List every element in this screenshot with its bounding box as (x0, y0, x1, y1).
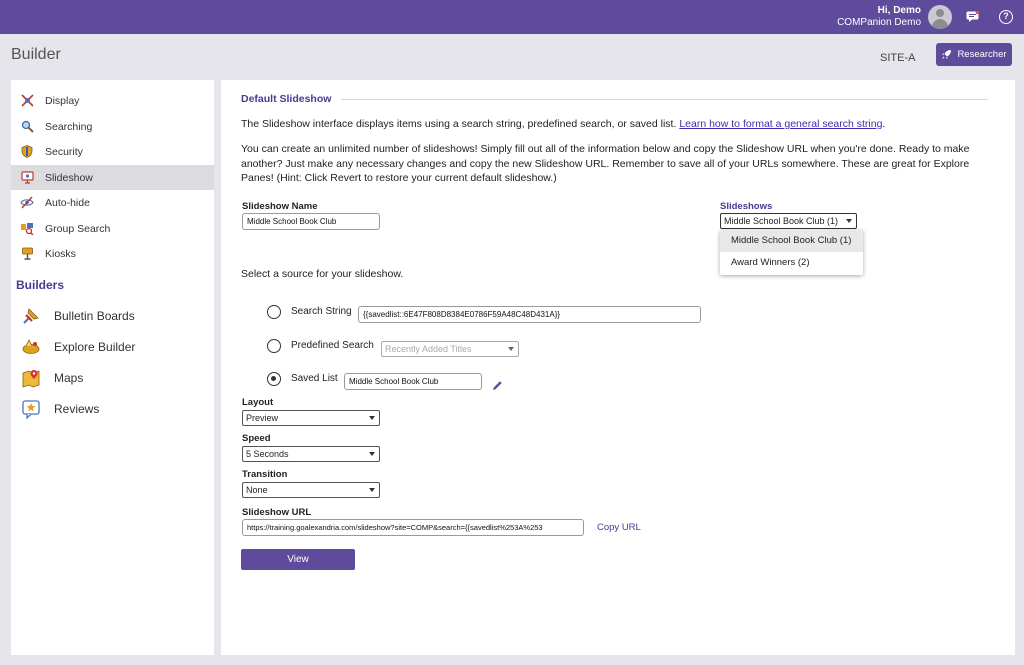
user-site-name: COMPanion Demo (837, 17, 921, 28)
transition-label: Transition (242, 469, 288, 480)
pencil-icon[interactable] (492, 380, 503, 391)
sidebar-item-label: Auto-hide (45, 196, 90, 209)
sidebar-item-auto-hide[interactable] (11, 190, 214, 215)
message-icon[interactable] (966, 11, 979, 22)
sidebar-item-label: Kiosks (45, 247, 76, 260)
layout-value: Preview (246, 413, 279, 423)
slideshow-icon (20, 171, 34, 185)
copy-url-link[interactable]: Copy URL (597, 522, 641, 533)
search-string-input[interactable]: {{savedlist::6E47F808D8384E0786F59A48C48D431A}} (358, 306, 701, 323)
top-bar (0, 0, 1024, 34)
transition-select[interactable] (242, 482, 380, 498)
builder-item-maps[interactable] (11, 365, 214, 391)
section-title: Default Slideshow (241, 93, 332, 105)
researcher-button[interactable] (936, 43, 1012, 66)
slideshows-label: Slideshows (720, 201, 773, 212)
user-info (837, 5, 921, 29)
sidebar-item-kiosks[interactable] (11, 241, 214, 266)
kiosk-icon (20, 247, 34, 261)
builder-item-label: Reviews (54, 402, 100, 416)
dropdown-option[interactable]: Award Winners (2) (731, 257, 810, 268)
builder-item-bulletin-boards[interactable] (11, 303, 214, 329)
source-prompt: Select a source for your slideshow. (241, 268, 404, 280)
researcher-button-label: Researcher (957, 49, 1007, 60)
display-icon (20, 94, 34, 108)
help-paragraph: You can create an unlimited number of slideshows! Simply fill out all of the information below and copy the Slideshow URL when you're done. Ready to make another? Just make any necessary changes and copy the new Slideshow URL. Remember to save all of your URLs somewhere. These are great for Explore Panes! (Hint: Click Revert to restore your current default slideshow.) (241, 143, 970, 184)
search-string-label: Search String (291, 306, 352, 317)
radio-saved-list[interactable] (267, 372, 281, 386)
chevron-down-icon (369, 452, 375, 456)
eye-off-icon (20, 196, 34, 210)
sidebar-item-display[interactable] (11, 88, 214, 113)
sidebar-item-label: Security (45, 145, 83, 158)
saved-list-label: Saved List (291, 373, 338, 384)
chevron-down-icon (508, 347, 514, 351)
rocket-icon (941, 49, 952, 60)
builder-item-explore-builder[interactable] (11, 334, 214, 360)
builder-item-reviews[interactable] (11, 396, 214, 422)
chevron-down-icon (369, 488, 375, 492)
sidebar-item-searching[interactable] (11, 114, 214, 139)
layout-label: Layout (242, 397, 274, 408)
star-review-icon (21, 399, 41, 419)
predefined-search-label: Predefined Search (291, 340, 374, 351)
sidebar-item-label: Slideshow (45, 171, 93, 184)
sidebar (11, 80, 214, 655)
speed-value: 5 Seconds (246, 449, 289, 459)
builder-item-label: Maps (54, 371, 84, 385)
slideshows-select[interactable] (720, 213, 857, 229)
chevron-down-icon (369, 416, 375, 420)
sidebar-item-slideshow[interactable] (11, 165, 214, 190)
sidebar-item-label: Display (45, 94, 80, 107)
avatar-body (932, 19, 948, 29)
intro-paragraph (241, 117, 1001, 132)
slideshow-name-label: Slideshow Name (242, 201, 318, 212)
magnifier-icon (20, 120, 34, 134)
slideshows-dropdown (720, 230, 863, 275)
speed-select[interactable] (242, 446, 380, 462)
saved-list-input[interactable]: Middle School Book Club (344, 373, 482, 390)
user-greeting: Hi, Demo (877, 5, 921, 16)
layout-select[interactable] (242, 410, 380, 426)
slideshows-selected: Middle School Book Club (1) (724, 216, 839, 226)
avatar[interactable] (928, 5, 952, 29)
avatar-head (936, 9, 944, 17)
intro-text: The Slideshow interface displays items using a search string, predefined search, or saved list. (241, 118, 680, 130)
predefined-search-value: Recently Added Titles (385, 344, 472, 354)
sidebar-item-label: Searching (45, 120, 93, 133)
predefined-search-select[interactable] (381, 341, 519, 357)
explore-icon (21, 337, 41, 357)
pushpin-icon (21, 306, 41, 326)
page-title: Builder (11, 46, 61, 63)
speed-label: Speed (242, 433, 271, 444)
search-string-help-link[interactable]: Learn how to format a general search string (679, 118, 883, 130)
radio-predefined-search[interactable] (267, 339, 281, 353)
group-search-icon (20, 222, 34, 236)
builder-item-label: Explore Builder (54, 340, 136, 354)
slideshow-url-label: Slideshow URL (242, 507, 312, 518)
shield-icon (20, 145, 34, 159)
site-label: SITE-A (880, 52, 916, 64)
slideshow-url-input[interactable]: https://training.goalexandria.com/slideshow?site=COMP&search={{savedlist%253A%253 (242, 519, 584, 536)
sidebar-item-security[interactable] (11, 139, 214, 164)
intro-end: . (882, 118, 886, 130)
sidebar-item-label: Group Search (45, 222, 111, 235)
builder-item-label: Bulletin Boards (54, 309, 135, 323)
section-divider (341, 99, 988, 100)
chevron-down-icon (846, 219, 852, 223)
help-icon[interactable]: ? (999, 10, 1013, 24)
map-pin-icon (21, 368, 41, 388)
radio-search-string[interactable] (267, 305, 281, 319)
transition-value: None (246, 485, 268, 495)
slideshow-name-input[interactable]: Middle School Book Club (242, 213, 380, 230)
builders-heading: Builders (16, 278, 65, 292)
sidebar-item-group-search[interactable] (11, 216, 214, 241)
main-panel (221, 80, 1015, 655)
view-button[interactable]: View (241, 549, 355, 570)
dropdown-option[interactable]: Middle School Book Club (1) (720, 230, 863, 252)
